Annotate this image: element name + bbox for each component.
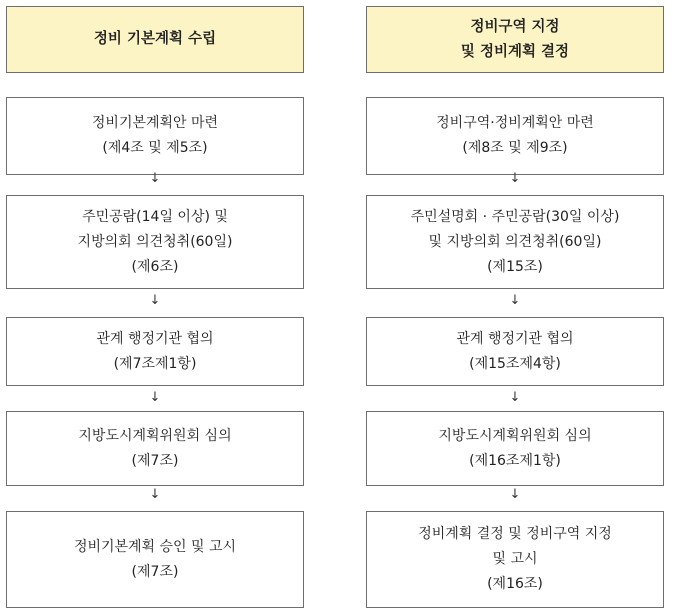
- right-step-1-line-2: (제8조 및 제9조): [462, 140, 568, 156]
- left-step-1-line-1: 정비기본계획안 마련: [91, 115, 219, 131]
- left-header-line-1: 정비 기본계획 수립: [93, 31, 217, 47]
- left-step-4-line-2: (제7조): [131, 452, 179, 469]
- left-arrow-2: ↓: [149, 293, 161, 308]
- right-header-line-1: 정비구역 지정: [470, 18, 560, 35]
- left-step-2-line-2: 지방의회 의견청취(60일): [77, 233, 233, 250]
- left-header-box: [6, 6, 304, 73]
- left-step-3: [6, 317, 304, 386]
- right-step-2-line-2: 및 지방의회 의견청취(60일): [428, 233, 602, 250]
- right-arrow-2: ↓: [509, 293, 521, 308]
- left-step-4-line-1: 지방도시계획위원회 심의: [78, 427, 232, 444]
- left-step-5-line-2: (제7조): [131, 563, 179, 580]
- left-step-2: [6, 195, 304, 289]
- right-header-box: [366, 6, 664, 73]
- right-flow-column: [366, 0, 666, 616]
- left-step-1-line-2: (제4조 및 제5조): [102, 140, 208, 156]
- left-step-3-line-2: (제7조제1항): [113, 355, 197, 372]
- right-step-2-line-3: (제15조): [487, 258, 543, 275]
- right-step-4: [366, 411, 664, 486]
- right-step-5: [366, 511, 664, 608]
- left-step-1: [6, 97, 304, 175]
- left-step-2-line-3: (제6조): [131, 258, 179, 275]
- left-arrow-3: ↓: [149, 390, 161, 405]
- right-step-5-line-1: 정비계획 결정 및 정비구역 지정: [418, 526, 612, 542]
- right-step-1: [366, 97, 664, 175]
- right-header-line-2: 및 정비계획 결정: [460, 43, 570, 60]
- right-step-3: [366, 317, 664, 386]
- left-step-5: [6, 511, 304, 608]
- right-step-2: [366, 195, 664, 289]
- right-step-5-line-3: (제16조): [487, 576, 543, 592]
- left-step-5-line-1: 정비기본계획 승인 및 고시: [73, 538, 237, 555]
- right-step-4-line-2: (제16조제1항): [469, 452, 561, 469]
- right-arrow-1: ↓: [509, 171, 521, 186]
- right-step-2-line-1: 주민설명회 · 주민공람(30일 이상): [410, 208, 620, 225]
- right-step-3-line-1: 관계 행정기관 협의: [456, 330, 574, 347]
- right-step-1-line-1: 정비구역·정비계획안 마련: [436, 115, 594, 131]
- right-step-3-line-2: (제15조제4항): [469, 355, 561, 372]
- left-flow-column: [6, 0, 306, 616]
- right-arrow-4: ↓: [509, 487, 521, 502]
- left-step-2-line-1: 주민공람(14일 이상) 및: [82, 208, 228, 225]
- left-step-4: [6, 411, 304, 486]
- left-arrow-4: ↓: [149, 487, 161, 502]
- right-arrow-3: ↓: [509, 390, 521, 405]
- left-step-3-line-1: 관계 행정기관 협의: [96, 330, 214, 347]
- right-step-4-line-1: 지방도시계획위원회 심의: [438, 427, 592, 444]
- right-step-5-line-2: 및 고시: [492, 551, 538, 567]
- left-arrow-1: ↓: [149, 171, 161, 186]
